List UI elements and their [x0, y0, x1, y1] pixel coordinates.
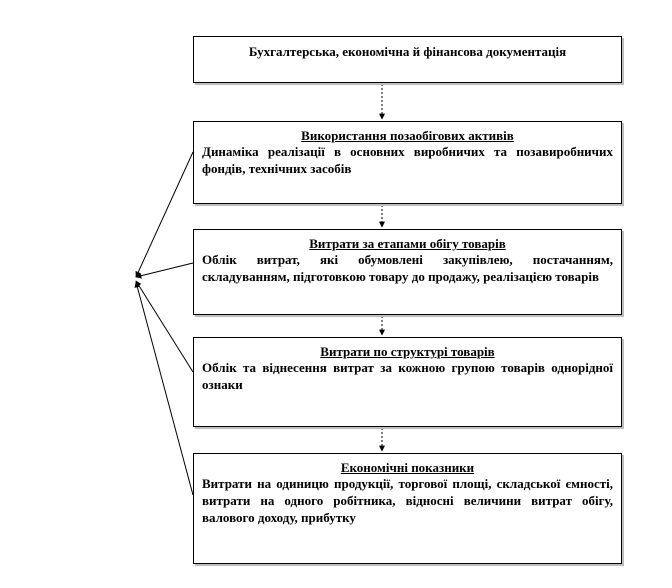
box-economic-indicators-description: Витрати на одиницю продукції, торгової площі, складської ємності, витрати на одного робітника, відносні величини витрат обігу, валового доходу, прибутку [202, 476, 613, 525]
box-economic-indicators [193, 453, 622, 564]
box-non-current-assets [193, 121, 622, 204]
feedback-arrow-1 [136, 152, 193, 277]
box-documentation-title: Бухгалтерська, економічна й фінансова документація [248, 44, 567, 59]
box-circulation-stages-title: Витрати за етапами обігу товарів [309, 236, 506, 251]
box-circulation-stages-description: Облік витрат, які обумовлені закупівлею, постачанням, складуванням, підготовкою товару до продажу, реалізацією товарів [202, 252, 613, 284]
box-circulation-stages [193, 229, 622, 315]
box-non-current-assets-title: Використання позаобігових активів [301, 128, 514, 143]
box-goods-structure-description: Облік та віднесення витрат за кожною групою товарів однорідної ознаки [202, 360, 613, 392]
box-economic-indicators-title: Економічні показники [340, 460, 475, 475]
box-non-current-assets-description: Динаміка реалізації в основних виробничих та позавиробничих фондів, технічних засобів [202, 144, 613, 176]
feedback-arrow-3 [136, 281, 193, 372]
feedback-arrow-2 [136, 263, 193, 277]
feedback-arrow-4 [136, 282, 193, 495]
box-goods-structure-title: Витрати по структурі товарів [320, 344, 495, 359]
box-documentation [193, 36, 622, 83]
box-goods-structure [193, 337, 622, 427]
